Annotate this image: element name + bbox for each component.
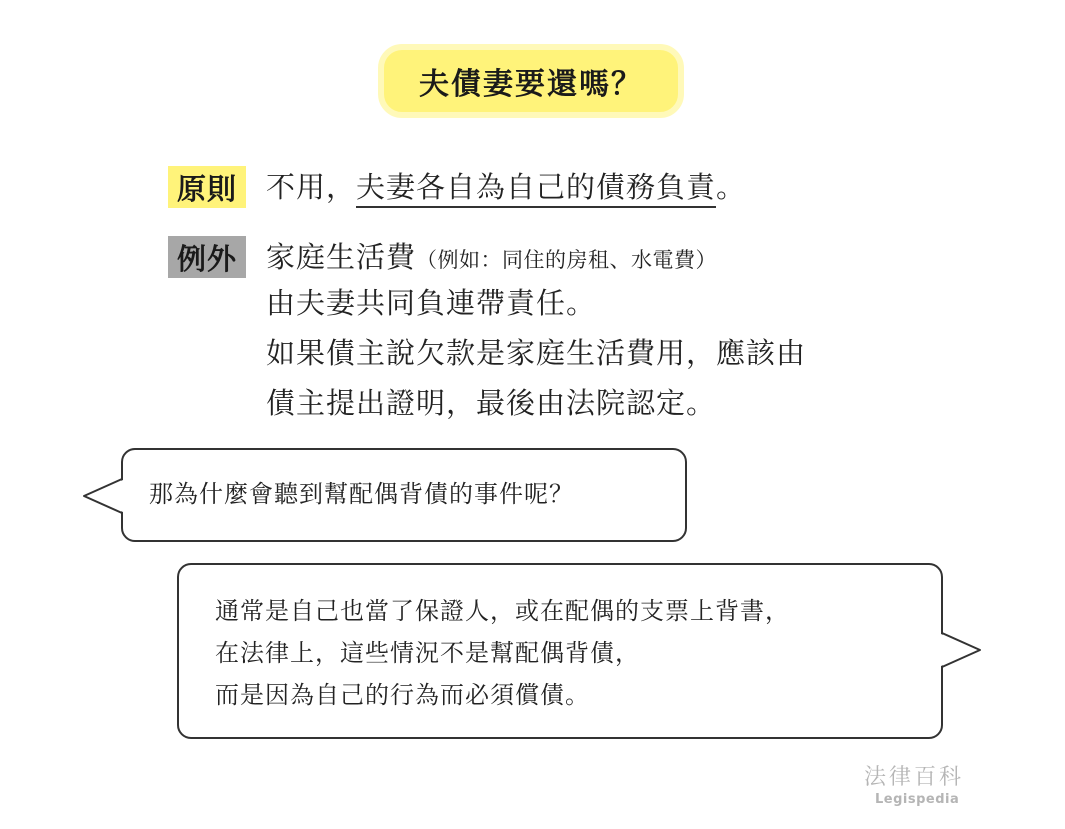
exception-line-3: 債主提出證明，最後由法院認定。 — [266, 386, 717, 420]
answer-line-1: 通常是自己也當了保證人，或在配偶的支票上背書， — [215, 597, 790, 625]
exception-line-1: 由夫妻共同負連帶責任。 — [266, 286, 597, 320]
exception-line-2: 如果債主說欠款是家庭生活費用，應該由 — [266, 336, 807, 370]
exception-tag: 例外 — [168, 236, 246, 278]
answer-line-3: 而是因為自己的行為而必須償債。 — [215, 681, 590, 709]
answer-line-2: 在法律上，這些情況不是幫配偶背債， — [215, 639, 640, 667]
exception-note: （例如：同住的房租、水電費） — [416, 248, 718, 272]
principle-suffix: 。 — [716, 170, 747, 204]
question-text: 那為什麼會聽到幫配偶背債的事件呢？ — [149, 480, 574, 508]
principle-underlined: 夫妻各自為自己的債務負責 — [356, 170, 716, 208]
exception-heading: 家庭生活費 — [266, 240, 417, 274]
principle-tag: 原則 — [168, 166, 246, 208]
brand-logo-text: 法律百科 — [864, 765, 965, 790]
page-title: 夫債妻要還嗎？ — [419, 67, 643, 102]
brand-logo-subtext: Legispedia — [875, 792, 960, 807]
principle-prefix: 不用， — [266, 170, 357, 204]
